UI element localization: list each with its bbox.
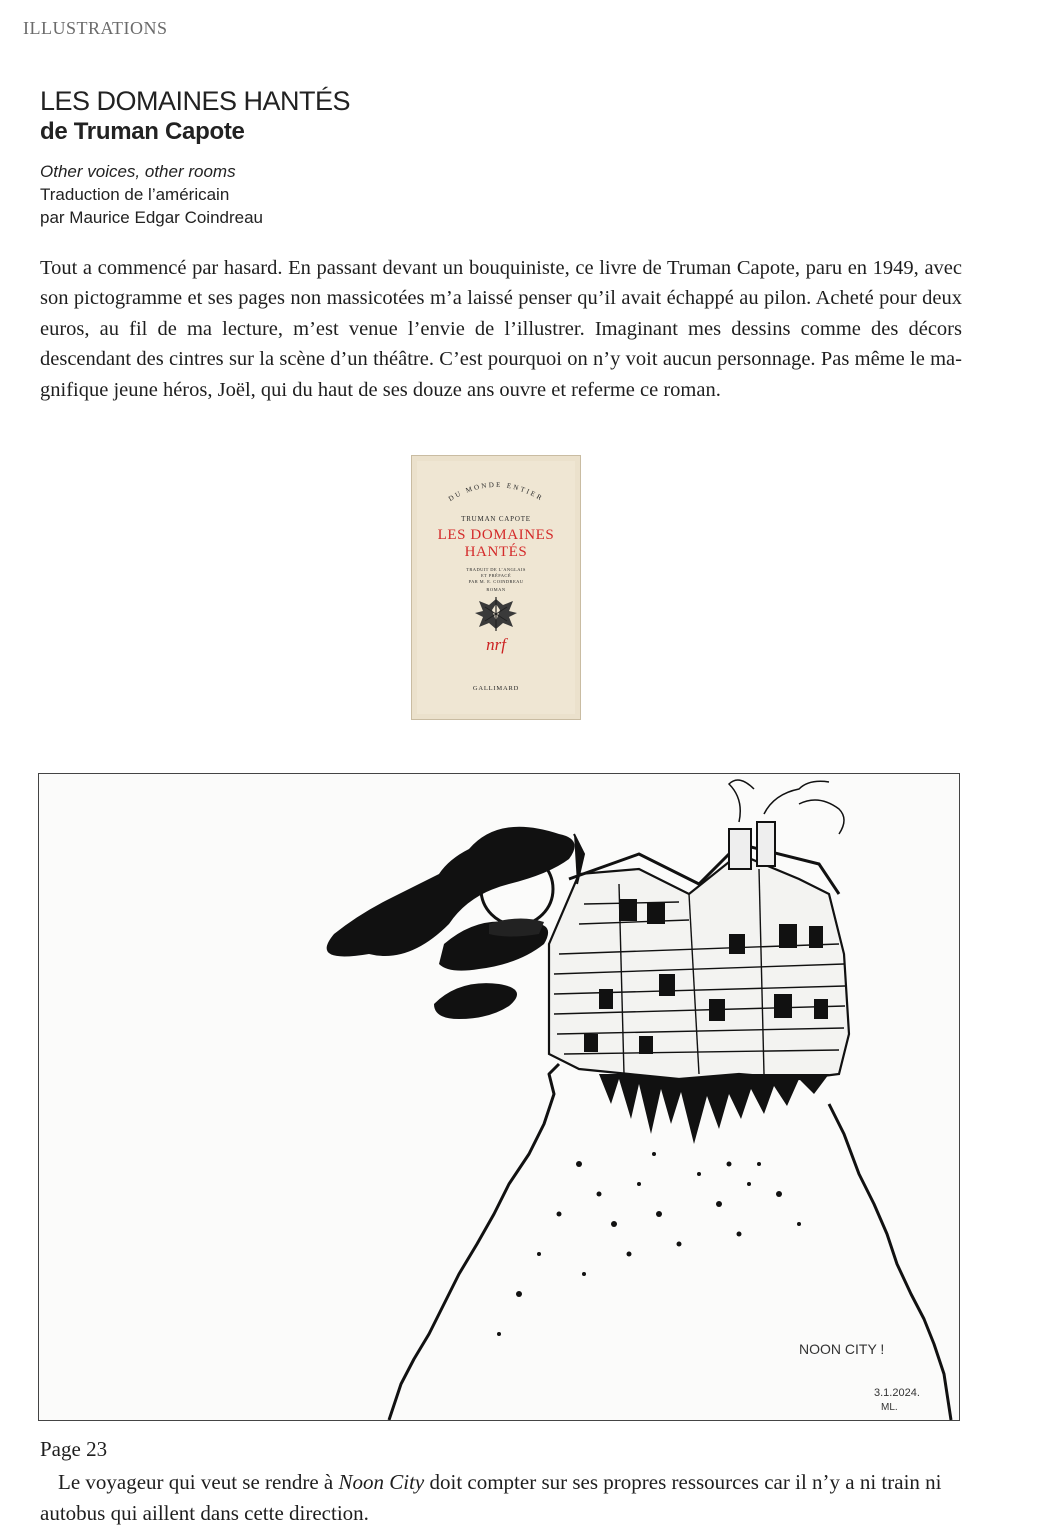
caption-text-start: Le voyageur qui veut se rendre à — [58, 1470, 339, 1494]
page-reference: Page 23 — [40, 1437, 108, 1461]
cover-nrf-logo: nrf — [486, 635, 506, 654]
ink-drawing-haunted-house — [38, 773, 960, 1421]
book-meta — [40, 160, 263, 229]
cover-title — [417, 527, 575, 561]
cover-author: TRUMAN CAPOTE — [461, 515, 531, 523]
drawing-note-place: NOON CITY ! — [799, 1341, 885, 1357]
cover-title-line1: LES DOMAINES — [437, 527, 555, 543]
cover-series: DU MONDE ENTIER — [447, 480, 545, 503]
cover-emblem-icon — [471, 595, 521, 633]
drawing-note-initials: ML. — [881, 1402, 898, 1413]
cover-credit-line2: ET PRÉFACÉ — [481, 573, 511, 578]
section-label: ILLUSTRATIONS — [23, 18, 168, 38]
book-author: de Truman Capote — [40, 118, 245, 145]
caption-text-place: Noon City — [338, 1470, 425, 1494]
cover-series-arc — [417, 471, 575, 511]
cover-credit-line1: TRADUIT DE L’ANGLAIS — [466, 567, 526, 572]
cover-genre: ROMAN — [486, 587, 506, 592]
caption-text-end: doit compter sur ses propres ressources car il n’y a ni train ni autobus qui aillent dans cette direction. — [40, 1470, 942, 1525]
cover-credit — [417, 567, 575, 585]
cover-publisher: GALLIMARD — [472, 685, 520, 692]
caption-paragraph — [40, 1467, 962, 1528]
drawing-note-date: 3.1.2024. — [874, 1387, 920, 1399]
svg-text:DU MONDE ENTIER — [447, 481, 545, 503]
intro-paragraph: Tout a commencé par hasard. En passant devant un bouquiniste, ce livre de Truman Capote, paru en 1949, avec son pictogramme et ses pages non massicotées m’a laissé penser qu’il avait échappé au pilon. Acheté pour deux euros, au fil de ma lecture, m’est venue l’envie de l’illustrer. Imaginant mes dessins comme des décors descendant des cintres sur la scène d’un théâtre. C’est pourquoi on n’y voit aucun personnage. Pas même le magnifique jeune héros, Joël, qui du haut de ses douze ans ouvre et referme ce roman. — [40, 257, 962, 401]
original-title: Other voices, other rooms — [40, 162, 236, 181]
cover-title-line2: HANTÉS — [464, 544, 528, 560]
translator-line: par Maurice Edgar Coindreau — [40, 208, 264, 227]
drawing-canvas — [39, 774, 959, 1420]
book-cover-image — [411, 455, 581, 720]
translation-line: Traduction de l’américain — [40, 185, 230, 204]
cover-credit-line3: PAR M. E. COINDREAU — [468, 579, 524, 584]
book-title: LES DOMAINES HANTÉS — [40, 86, 351, 116]
